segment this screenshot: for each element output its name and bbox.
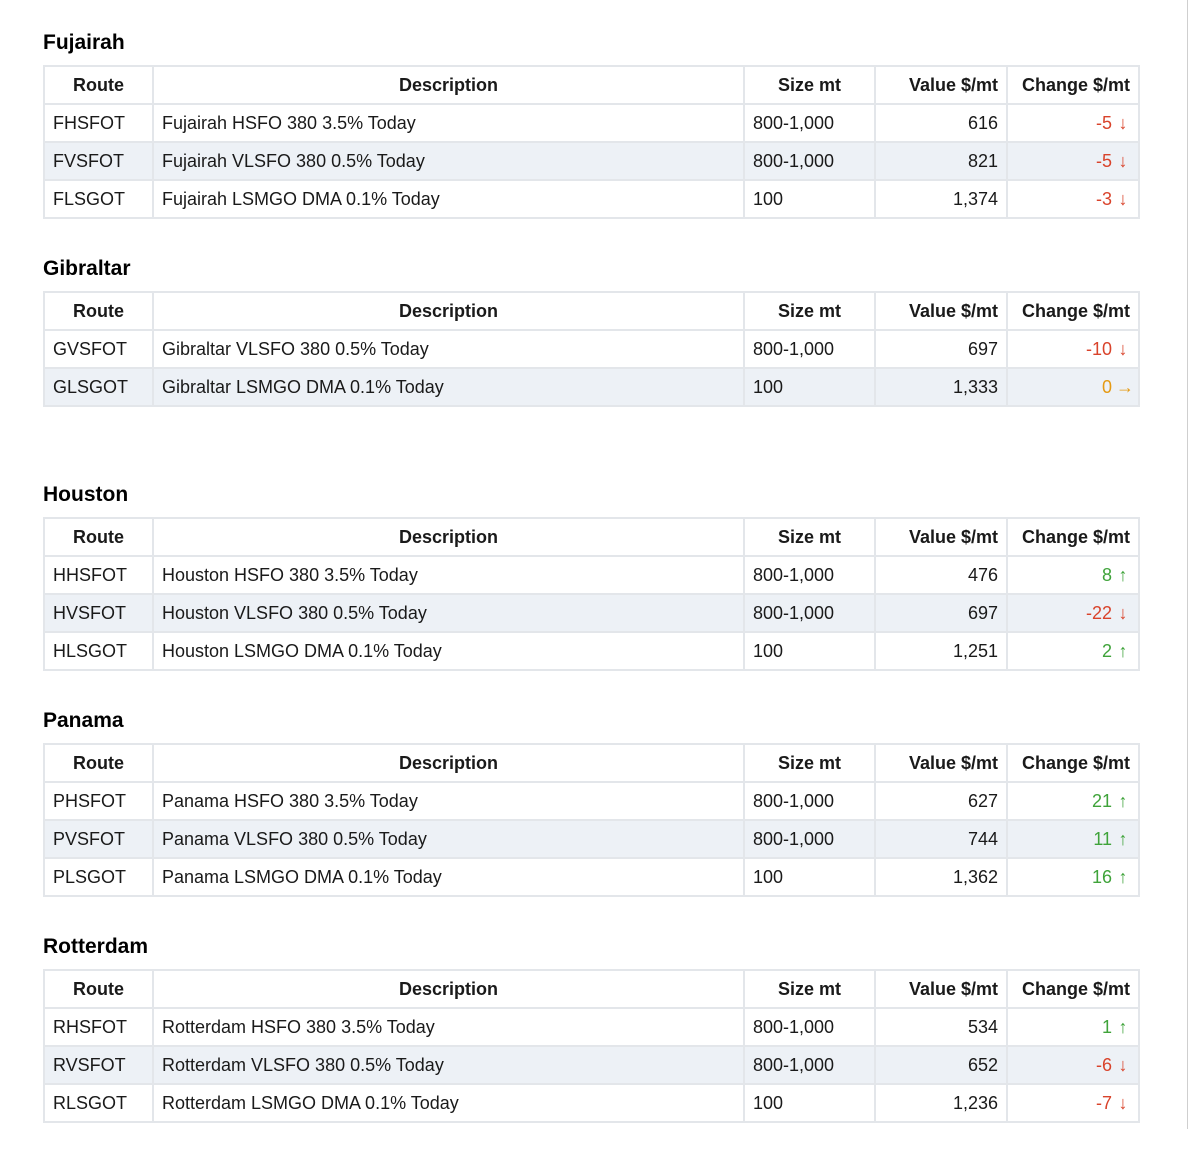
route-column-header: Route	[44, 518, 153, 556]
description-column-header: Description	[153, 744, 744, 782]
value-cell: 821	[875, 142, 1007, 180]
table-row	[44, 632, 1139, 670]
table-row	[44, 858, 1139, 896]
table-row	[44, 820, 1139, 858]
route-cell: FLSGOT	[44, 180, 153, 218]
change-column-header: Change $/mt	[1007, 292, 1139, 330]
size-cell: 800-1,000	[744, 820, 875, 858]
port-title: Panama	[43, 709, 124, 732]
table-row	[44, 556, 1139, 594]
port-section-rotterdam	[43, 932, 1138, 1158]
table-row	[44, 1046, 1139, 1084]
value-cell: 627	[875, 782, 1007, 820]
header-row	[44, 744, 1139, 782]
trend-down-arrow-icon: ↓	[1118, 602, 1128, 623]
header-row	[44, 970, 1139, 1008]
table-row	[44, 782, 1139, 820]
change-cell	[1007, 180, 1139, 218]
route-column-header: Route	[44, 970, 153, 1008]
route-cell: FHSFOT	[44, 104, 153, 142]
description-column-header: Description	[153, 518, 744, 556]
change-value: -6	[1095, 1054, 1112, 1075]
value-cell: 534	[875, 1008, 1007, 1046]
description-cell: Fujairah LSMGO DMA 0.1% Today	[153, 180, 744, 218]
description-cell: Houston VLSFO 380 0.5% Today	[153, 594, 744, 632]
route-cell: PHSFOT	[44, 782, 153, 820]
table-row	[44, 142, 1139, 180]
port-title: Gibraltar	[43, 257, 131, 280]
change-cell	[1007, 142, 1139, 180]
route-cell: RLSGOT	[44, 1084, 153, 1122]
change-value: -22	[1085, 602, 1112, 623]
table-row	[44, 180, 1139, 218]
description-column-header: Description	[153, 970, 744, 1008]
port-section-panama	[43, 706, 1138, 932]
port-section-houston	[43, 480, 1138, 706]
description-cell: Gibraltar LSMGO DMA 0.1% Today	[153, 368, 744, 406]
price-table	[43, 65, 1140, 219]
value-cell: 697	[875, 594, 1007, 632]
route-column-header: Route	[44, 744, 153, 782]
description-cell: Panama VLSFO 380 0.5% Today	[153, 820, 744, 858]
route-cell: HVSFOT	[44, 594, 153, 632]
trend-down-arrow-icon: ↓	[1118, 1054, 1128, 1075]
change-cell	[1007, 632, 1139, 670]
description-cell: Rotterdam HSFO 380 3.5% Today	[153, 1008, 744, 1046]
description-cell: Panama LSMGO DMA 0.1% Today	[153, 858, 744, 896]
price-table	[43, 517, 1140, 671]
route-cell: GLSGOT	[44, 368, 153, 406]
size-cell: 100	[744, 1084, 875, 1122]
change-value: -3	[1095, 188, 1112, 209]
size-cell: 100	[744, 632, 875, 670]
change-cell	[1007, 556, 1139, 594]
description-cell: Houston HSFO 380 3.5% Today	[153, 556, 744, 594]
table-row	[44, 368, 1139, 406]
change-column-header: Change $/mt	[1007, 66, 1139, 104]
trend-flat-arrow-icon: →	[1116, 376, 1134, 397]
table-row	[44, 1084, 1139, 1122]
trend-up-arrow-icon: ↑	[1118, 790, 1128, 811]
port-title: Fujairah	[43, 31, 125, 54]
route-column-header: Route	[44, 292, 153, 330]
description-cell: Fujairah HSFO 380 3.5% Today	[153, 104, 744, 142]
price-table	[43, 743, 1140, 897]
value-cell: 1,362	[875, 858, 1007, 896]
size-cell: 800-1,000	[744, 1008, 875, 1046]
value-cell: 1,236	[875, 1084, 1007, 1122]
trend-up-arrow-icon: ↑	[1118, 866, 1128, 887]
route-cell: GVSFOT	[44, 330, 153, 368]
change-cell	[1007, 594, 1139, 632]
description-column-header: Description	[153, 66, 744, 104]
trend-down-arrow-icon: ↓	[1118, 188, 1128, 209]
trend-up-arrow-icon: ↑	[1118, 564, 1128, 585]
port-section-fujairah	[43, 28, 1138, 254]
value-column-header: Value $/mt	[875, 744, 1007, 782]
size-column-header: Size mt	[744, 292, 875, 330]
change-cell	[1007, 1008, 1139, 1046]
change-cell	[1007, 782, 1139, 820]
bunker-price-tables	[43, 28, 1138, 1158]
route-cell: PVSFOT	[44, 820, 153, 858]
change-value: -5	[1095, 150, 1112, 171]
size-cell: 100	[744, 368, 875, 406]
header-row	[44, 518, 1139, 556]
description-cell: Fujairah VLSFO 380 0.5% Today	[153, 142, 744, 180]
table-row	[44, 330, 1139, 368]
value-cell: 1,251	[875, 632, 1007, 670]
trend-up-arrow-icon: ↑	[1118, 640, 1128, 661]
change-value: -10	[1085, 338, 1112, 359]
size-column-header: Size mt	[744, 518, 875, 556]
port-title: Rotterdam	[43, 935, 149, 958]
value-column-header: Value $/mt	[875, 518, 1007, 556]
description-cell: Gibraltar VLSFO 380 0.5% Today	[153, 330, 744, 368]
value-cell: 1,374	[875, 180, 1007, 218]
change-cell	[1007, 368, 1139, 406]
description-cell: Rotterdam VLSFO 380 0.5% Today	[153, 1046, 744, 1084]
description-column-header: Description	[153, 292, 744, 330]
size-cell: 800-1,000	[744, 594, 875, 632]
description-cell: Panama HSFO 380 3.5% Today	[153, 782, 744, 820]
change-column-header: Change $/mt	[1007, 518, 1139, 556]
change-value: 8	[1101, 564, 1112, 585]
value-column-header: Value $/mt	[875, 292, 1007, 330]
route-cell: RVSFOT	[44, 1046, 153, 1084]
change-value: 0	[1101, 376, 1112, 397]
trend-down-arrow-icon: ↓	[1118, 150, 1128, 171]
value-cell: 697	[875, 330, 1007, 368]
size-cell: 800-1,000	[744, 782, 875, 820]
change-value: 16	[1091, 866, 1112, 887]
change-value: -5	[1095, 112, 1112, 133]
change-cell	[1007, 820, 1139, 858]
price-table	[43, 969, 1140, 1123]
value-cell: 476	[875, 556, 1007, 594]
change-value: -7	[1095, 1092, 1112, 1113]
change-value: 1	[1101, 1016, 1112, 1037]
port-title: Houston	[43, 483, 129, 506]
size-cell: 800-1,000	[744, 556, 875, 594]
trend-up-arrow-icon: ↑	[1118, 828, 1128, 849]
table-row	[44, 1008, 1139, 1046]
change-cell	[1007, 858, 1139, 896]
description-cell: Rotterdam LSMGO DMA 0.1% Today	[153, 1084, 744, 1122]
size-cell: 800-1,000	[744, 330, 875, 368]
size-cell: 100	[744, 858, 875, 896]
change-cell	[1007, 330, 1139, 368]
route-cell: FVSFOT	[44, 142, 153, 180]
header-row	[44, 292, 1139, 330]
value-cell: 744	[875, 820, 1007, 858]
value-column-header: Value $/mt	[875, 970, 1007, 1008]
change-value: 2	[1101, 640, 1112, 661]
header-row	[44, 66, 1139, 104]
size-cell: 800-1,000	[744, 104, 875, 142]
change-value: 21	[1091, 790, 1112, 811]
route-cell: RHSFOT	[44, 1008, 153, 1046]
description-cell: Houston LSMGO DMA 0.1% Today	[153, 632, 744, 670]
value-cell: 652	[875, 1046, 1007, 1084]
route-cell: HHSFOT	[44, 556, 153, 594]
size-cell: 800-1,000	[744, 142, 875, 180]
trend-down-arrow-icon: ↓	[1118, 338, 1128, 359]
price-table	[43, 291, 1140, 407]
change-value: 11	[1093, 828, 1112, 849]
size-column-header: Size mt	[744, 744, 875, 782]
table-row	[44, 594, 1139, 632]
size-column-header: Size mt	[744, 66, 875, 104]
change-cell	[1007, 104, 1139, 142]
change-cell	[1007, 1084, 1139, 1122]
size-column-header: Size mt	[744, 970, 875, 1008]
route-cell: PLSGOT	[44, 858, 153, 896]
value-cell: 1,333	[875, 368, 1007, 406]
table-row	[44, 104, 1139, 142]
change-cell	[1007, 1046, 1139, 1084]
value-cell: 616	[875, 104, 1007, 142]
change-column-header: Change $/mt	[1007, 744, 1139, 782]
route-cell: HLSGOT	[44, 632, 153, 670]
trend-up-arrow-icon: ↑	[1118, 1016, 1128, 1037]
size-cell: 800-1,000	[744, 1046, 875, 1084]
change-column-header: Change $/mt	[1007, 970, 1139, 1008]
trend-down-arrow-icon: ↓	[1118, 1092, 1128, 1113]
port-section-gibraltar	[43, 254, 1138, 480]
size-cell: 100	[744, 180, 875, 218]
route-column-header: Route	[44, 66, 153, 104]
value-column-header: Value $/mt	[875, 66, 1007, 104]
trend-down-arrow-icon: ↓	[1118, 112, 1128, 133]
